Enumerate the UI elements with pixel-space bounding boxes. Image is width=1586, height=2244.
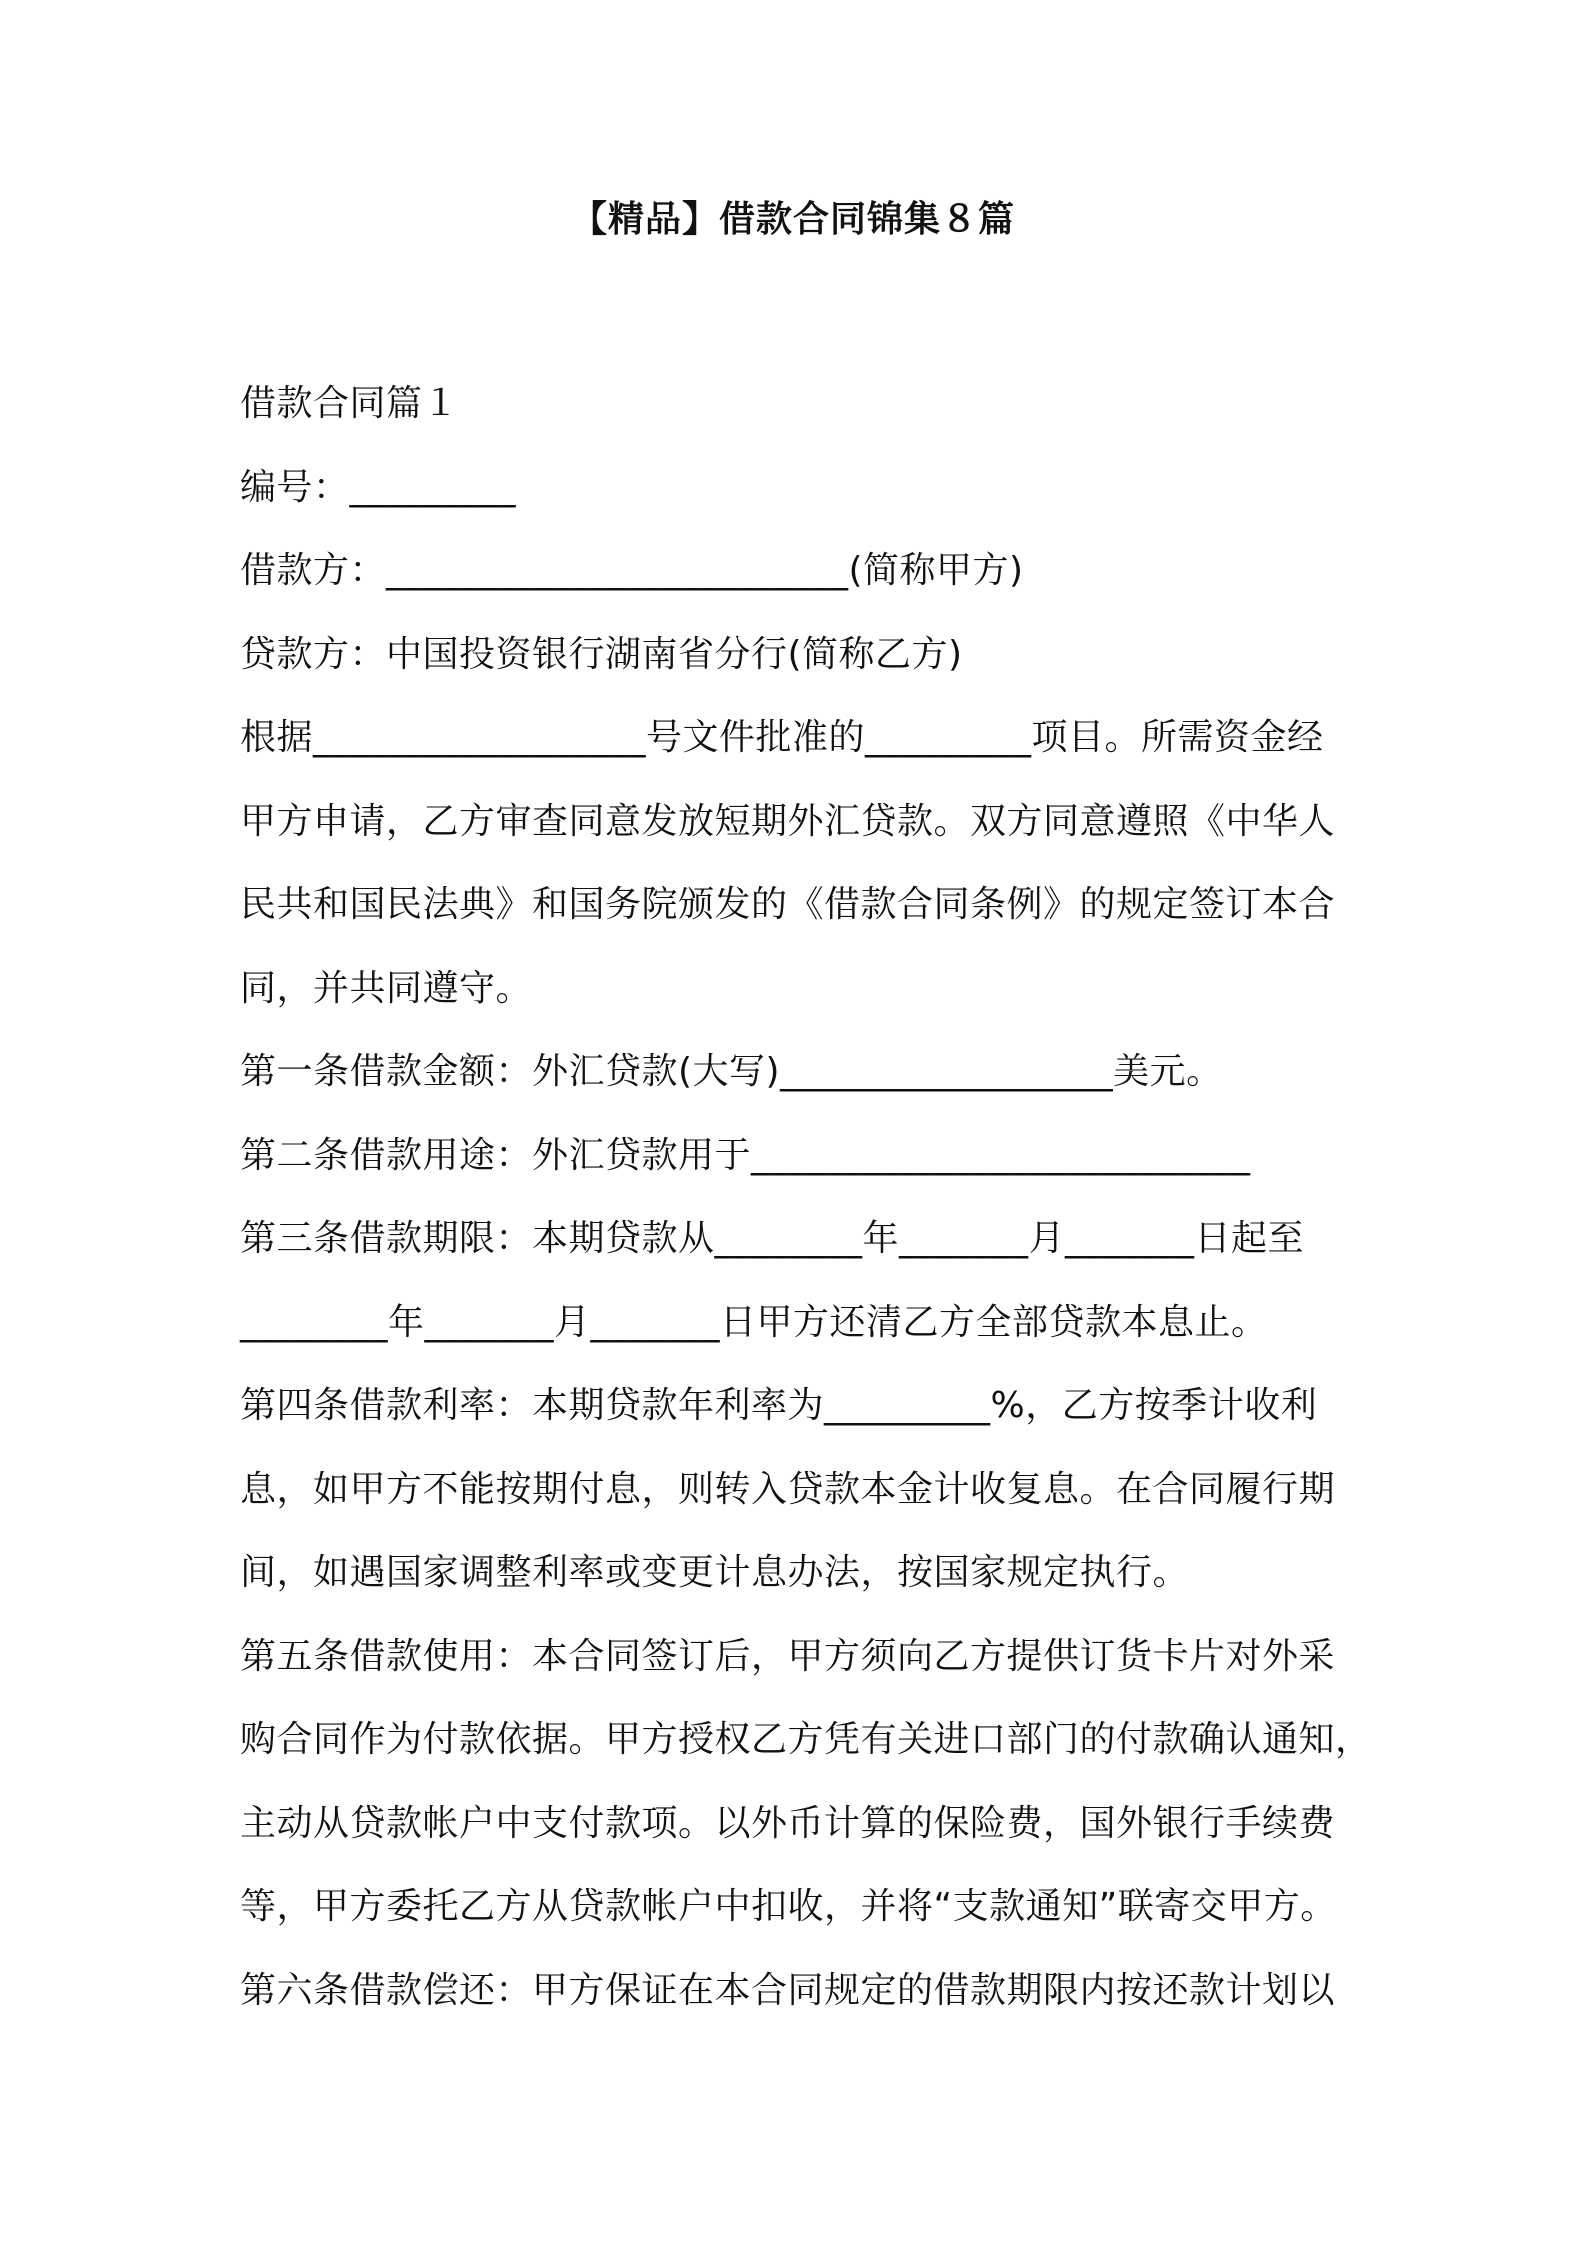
body-line: 息，如甲方不能按期付息，则转入贷款本金计收复息。在合同履行期 <box>240 1468 1336 1510</box>
body-line: 间，如遇国家调整利率或变更计息办法，按国家规定执行。 <box>240 1552 1190 1593</box>
body-line: 购合同作为付款依据。甲方授权乙方凭有关进口部门的付款确认通知， <box>240 1719 1372 1760</box>
article-1-line: 第一条借款金额：外汇贷款(大写)__________________美元。 <box>240 1051 1223 1092</box>
body-line: 根据__________________号文件批准的_________项目。所需资金经 <box>240 717 1324 758</box>
body-line: 同，并共同遵守。 <box>240 967 533 1009</box>
body-line: 民共和国民法典》和国务院颁发的《借款合同条例》的规定签订本合 <box>240 884 1336 925</box>
article-5-line: 第五条借款使用：本合同签订后，甲方须向乙方提供订货卡片对外采 <box>240 1635 1336 1677</box>
borrower-line: 借款方：_________________________(简称甲方) <box>240 550 1024 591</box>
body-line: 主动从贷款帐户中支付款项。以外币计算的保险费，国外银行手续费 <box>240 1802 1336 1844</box>
document-title: 【精品】借款合同锦集８篇 <box>570 199 1015 240</box>
body-line: 等，甲方委托乙方从贷款帐户中扣收，并将“支款通知”联寄交甲方。 <box>240 1886 1337 1927</box>
lender-line: 贷款方：中国投资银行湖南省分行(简称乙方) <box>240 633 963 675</box>
section-heading: 借款合同篇１ <box>240 383 460 424</box>
article-3-line: 第三条借款期限：本期贷款从________年_______月_______日起至 <box>240 1218 1305 1259</box>
body-line: 甲方申请，乙方审查同意发放短期外汇贷款。双方同意遵照《中华人 <box>240 800 1336 842</box>
document-body <box>240 362 1372 2032</box>
article-4-line: 第四条借款利率：本期贷款年利率为_________%，乙方按季计收利 <box>240 1385 1318 1426</box>
contract-number-line: 编号：_________ <box>240 466 517 508</box>
article-6-line: 第六条借款偿还：甲方保证在本合同规定的借款期限内按还款计划以 <box>240 1969 1336 2011</box>
article-2-line: 第二条借款用途：外汇贷款用于___________________________ <box>240 1134 1251 1176</box>
body-line: ________年_______月_______日甲方还清乙方全部贷款本息止。 <box>240 1301 1268 1343</box>
